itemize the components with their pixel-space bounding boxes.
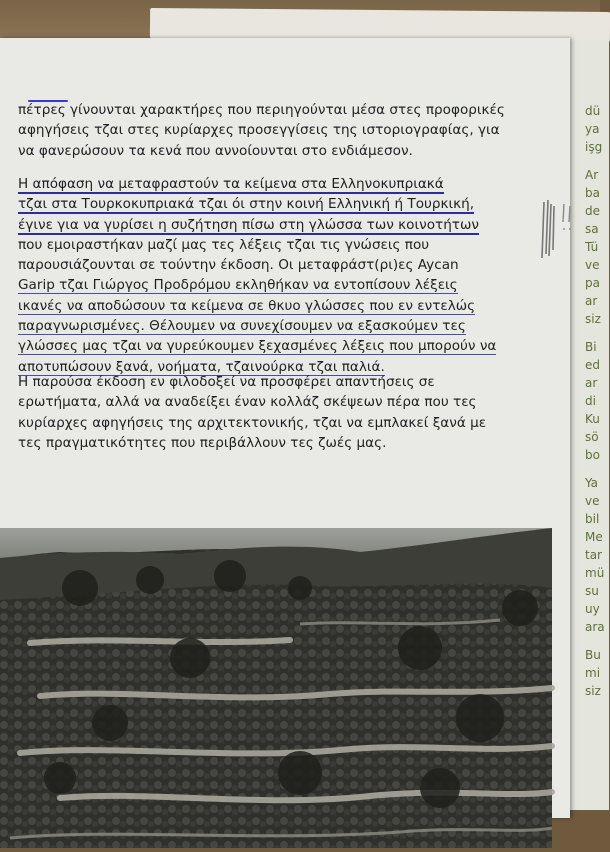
facing-page-fragment: mü (585, 566, 605, 580)
underlined-text: γλώσσες μας τζαι να γυρεύκουμεν ξεχασμένες λέξεις που μπορούν να (18, 338, 497, 355)
facing-page-fragment: Tü (585, 240, 599, 254)
underlined-text: Garip τζαι Γιώργος Προδρόμου εκληθήκαν να εντοπίσουν λέξεις (18, 277, 458, 294)
text-line: Η παρούσα έκδοση εν φιλοδοξεί να προσφέρει απαντήσεις σε (18, 374, 435, 390)
facing-page-fragment: bo (585, 448, 600, 462)
paragraph-3 (18, 372, 558, 453)
facing-page-fragment: işg (585, 140, 603, 154)
margin-pencil-marks (540, 198, 580, 268)
text-line: κυρίαρχες αφηγήσεις της αρχιτεκτονικής, τζαι να εμπλακεί ξανά με (18, 414, 487, 431)
facing-page-fragment: di (585, 394, 596, 408)
facing-page-fragment: ba (585, 186, 600, 200)
facing-page-fragment: Ku (585, 412, 600, 426)
landscape-photo-icon (0, 528, 552, 848)
text-line: να φανερώσουν τα κενά που αννοίουνται στο ενδιάμεσον. (18, 142, 413, 159)
underlined-text: τζαι στα Τουρκοκυπριακά τζαι όι στην κοινή Ελληνική ή Τουρκική, (18, 196, 475, 213)
underlined-text: έγινε για να γυρίσει η συζήτηση πίσω στη γλώσσα των κοινοτήτων (18, 216, 479, 233)
facing-page-fragment: sö (585, 430, 599, 444)
underlined-text: αποτυπώσουν ξανά, νοήματα, τζαινούρκα τζαι παλιά. (18, 358, 385, 375)
underlying-page-edge (150, 8, 610, 42)
facing-page-fragment: uy (585, 602, 600, 616)
facing-page-fragment: pa (585, 276, 600, 290)
facing-page-fragment: sa (585, 222, 599, 236)
book-page (0, 38, 570, 818)
facing-page-fragment: dü (585, 104, 601, 118)
facing-page-fragment: siz (585, 684, 601, 698)
facing-page-fragment: bil (585, 512, 600, 526)
underlined-text: Η απόφαση να μεταφραστούν τα κείμενα στα Ελληνοκυπριακά (18, 176, 444, 192)
facing-page-fragment: ar (585, 294, 598, 308)
underlined-text: παραγνωρισμένες. Θέλουμεν να συνεχίσουμεν να εξασκούμεν τες (18, 318, 466, 335)
text-line: πέτρες γίνουνται χαρακτήρες που περιηγούνται μέσα στες προφορικές (18, 102, 505, 118)
facing-page-fragment: mi (585, 666, 601, 680)
facing-page-fragment: ara (585, 620, 605, 634)
text-line: τες πραγματικότητες που περιβάλλουν τες ζωές μας. (18, 434, 387, 451)
photo-terraced-hillside (0, 528, 552, 848)
text-line: αφηγήσεις τζαι στες κυρίαρχες προσεγγίσεις της ιστοριογραφίας, για (18, 122, 500, 139)
facing-page-fragment: ya (585, 122, 600, 136)
underlined-text: ικανές να αποδώσουν τα κείμενα σε θκυο γλώσσες που εν εντελώς (18, 297, 476, 314)
paragraph-1 (18, 100, 558, 161)
paragraph-2 (18, 174, 558, 377)
text-line: ερωτήματα, αλλά να αναδείξει έναν κολλάζ σκέψεων πέρα που τες (18, 394, 477, 411)
facing-page-fragment: Ar (585, 168, 599, 182)
facing-page-fragment: Ya (585, 476, 599, 490)
facing-page-fragment: ve (585, 258, 600, 272)
facing-page-fragment: ar (585, 376, 598, 390)
facing-page-fragment: ed (585, 358, 600, 372)
facing-page-fragment: Me (585, 530, 603, 544)
text-line: που εμοιραστήκαν μαζί μας τες λέξεις τζαι τις γνώσεις που (18, 236, 430, 253)
facing-page (568, 40, 609, 810)
facing-page-fragment: de (585, 204, 600, 218)
facing-page-fragment: Bu (585, 648, 601, 662)
facing-page-fragment: su (585, 584, 599, 598)
facing-page-fragment: Bi (585, 340, 597, 354)
facing-page-fragment: tar (585, 548, 602, 562)
facing-page-fragment: siz (585, 312, 601, 326)
text-line: παρουσιάζουνται σε τούντην έκδοση. Οι μεταφράστ(ρι)ες Aycan (18, 257, 459, 274)
facing-page-fragment: ve (585, 494, 600, 508)
